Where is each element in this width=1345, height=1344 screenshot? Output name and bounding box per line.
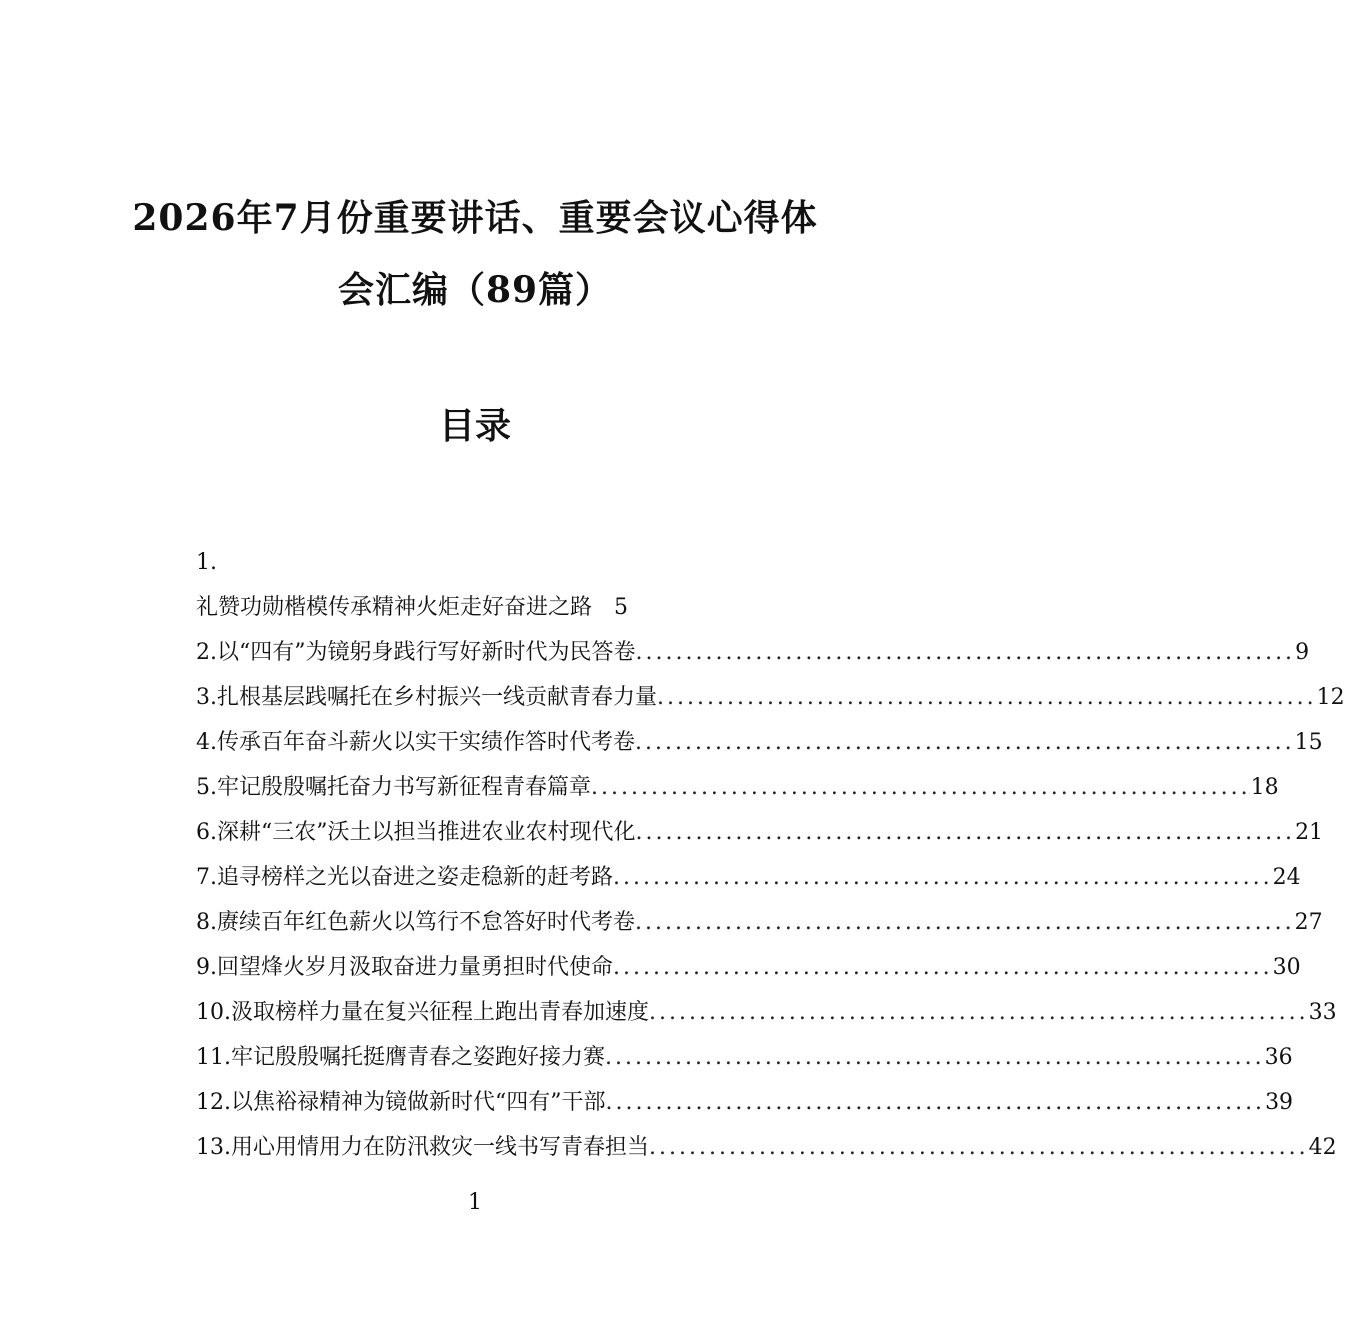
- toc-entry[interactable]: [196, 900, 1323, 945]
- toc-entry-page-number: 36: [1264, 1045, 1293, 1070]
- toc-entry-number: 10.: [196, 1000, 231, 1025]
- toc-entry[interactable]: [196, 1080, 1294, 1125]
- toc-entry-page-number: 39: [1265, 1090, 1294, 1115]
- toc-entry-number: 8.: [196, 910, 217, 935]
- toc-entry-title: 礼赞功勋楷模传承精神火炬走好奋进之路: [196, 595, 593, 620]
- table-of-contents: [196, 540, 1345, 1170]
- toc-entry-number: 3.: [196, 685, 217, 710]
- toc-heading: 目录: [438, 405, 511, 447]
- toc-entry-page-number: 15: [1294, 730, 1323, 755]
- toc-entry[interactable]: [196, 990, 1337, 1035]
- document-title-line-1: 2026年7月份重要讲话、重要会议心得体: [132, 197, 818, 239]
- toc-entry-title: 追寻榜样之光以奋进之姿走稳新的赶考路: [217, 865, 614, 890]
- document-title-line-2: 会汇编（89篇）: [337, 269, 613, 311]
- toc-leader-dots: [635, 900, 1295, 945]
- toc-entry-number: 13.: [196, 1135, 231, 1160]
- toc-entry-number: 11.: [196, 1045, 231, 1070]
- toc-entry-page-number: 42: [1308, 1135, 1337, 1160]
- toc-entry-page-number: 9: [1295, 640, 1310, 665]
- toc-leader-dots: [649, 1125, 1309, 1170]
- toc-leader-dots: [605, 1035, 1265, 1080]
- toc-entry-title: 赓续百年红色薪火以笃行不怠答好时代考卷: [217, 910, 636, 935]
- toc-entry[interactable]: [196, 720, 1323, 765]
- toc-entry[interactable]: [196, 945, 1301, 990]
- toc-entry-page-number: 24: [1272, 865, 1301, 890]
- toc-entry[interactable]: [196, 675, 1345, 720]
- toc-leader-dots: [591, 765, 1251, 810]
- toc-entry-title: 以“四有”为镜躬身践行写好新时代为民答卷: [217, 640, 636, 665]
- toc-entry-page-number: 18: [1250, 775, 1279, 800]
- toc-entry-page-number: 21: [1295, 820, 1324, 845]
- toc-entry-title: 回望烽火岁月汲取奋进力量勇担时代使命: [217, 955, 614, 980]
- toc-leader-dots: [636, 630, 1296, 675]
- toc-entry-title: 传承百年奋斗薪火以实干实绩作答时代考卷: [217, 730, 636, 755]
- toc-entry-title: 用心用情用力在防汛救灾一线书写青春担当: [231, 1135, 650, 1160]
- toc-entry-number: 5.: [196, 775, 217, 800]
- toc-leader-dots: [649, 990, 1309, 1035]
- toc-entry-number: 12.: [196, 1090, 231, 1115]
- toc-entry-page-number: 12: [1316, 685, 1345, 710]
- toc-entry-page-number: 5: [614, 595, 629, 620]
- toc-entry-page-number: 30: [1272, 955, 1301, 980]
- toc-entry[interactable]: [196, 1035, 1293, 1080]
- toc-leader-dots: [636, 810, 1296, 855]
- toc-entry-number: 6.: [196, 820, 217, 845]
- toc-entry[interactable]: [196, 855, 1301, 900]
- toc-leader-dots: [613, 855, 1273, 900]
- toc-entry-title: 以焦裕禄精神为镜做新时代“四有”干部: [231, 1090, 606, 1115]
- toc-entry-1-text-line[interactable]: [196, 585, 808, 630]
- toc-entry-number: 7.: [196, 865, 217, 890]
- toc-entry-number: 1.: [196, 550, 217, 575]
- toc-entry-number: 4.: [196, 730, 217, 755]
- toc-entry-title: 深耕“三农”沃土以担当推进农业农村现代化: [217, 820, 636, 845]
- toc-entry[interactable]: [196, 765, 1279, 810]
- toc-leader-dots: [635, 720, 1295, 765]
- toc-leader-dots: [606, 1080, 1266, 1125]
- toc-entry-1-number-line[interactable]: [196, 540, 808, 585]
- toc-entry-page-number: 27: [1294, 910, 1323, 935]
- toc-entry[interactable]: [196, 630, 1310, 675]
- toc-entry[interactable]: [196, 810, 1324, 855]
- toc-entry-title: 扎根基层践嘱托在乡村振兴一线贡献青春力量: [217, 685, 658, 710]
- toc-entry-number: 2.: [196, 640, 217, 665]
- toc-entry-title: 牢记殷殷嘱托挺膺青春之姿跑好接力赛: [231, 1045, 606, 1070]
- toc-entry-number: 9.: [196, 955, 217, 980]
- toc-entry-title: 汲取榜样力量在复兴征程上跑出青春加速度: [231, 1000, 650, 1025]
- toc-entry[interactable]: [196, 1125, 1337, 1170]
- toc-leader-dots: [657, 675, 1317, 720]
- toc-leader-dots: [613, 945, 1273, 990]
- toc-entry-title: 牢记殷殷嘱托奋力书写新征程青春篇章: [217, 775, 592, 800]
- page-number-footer: 1: [468, 1190, 482, 1215]
- toc-entry-page-number: 33: [1308, 1000, 1337, 1025]
